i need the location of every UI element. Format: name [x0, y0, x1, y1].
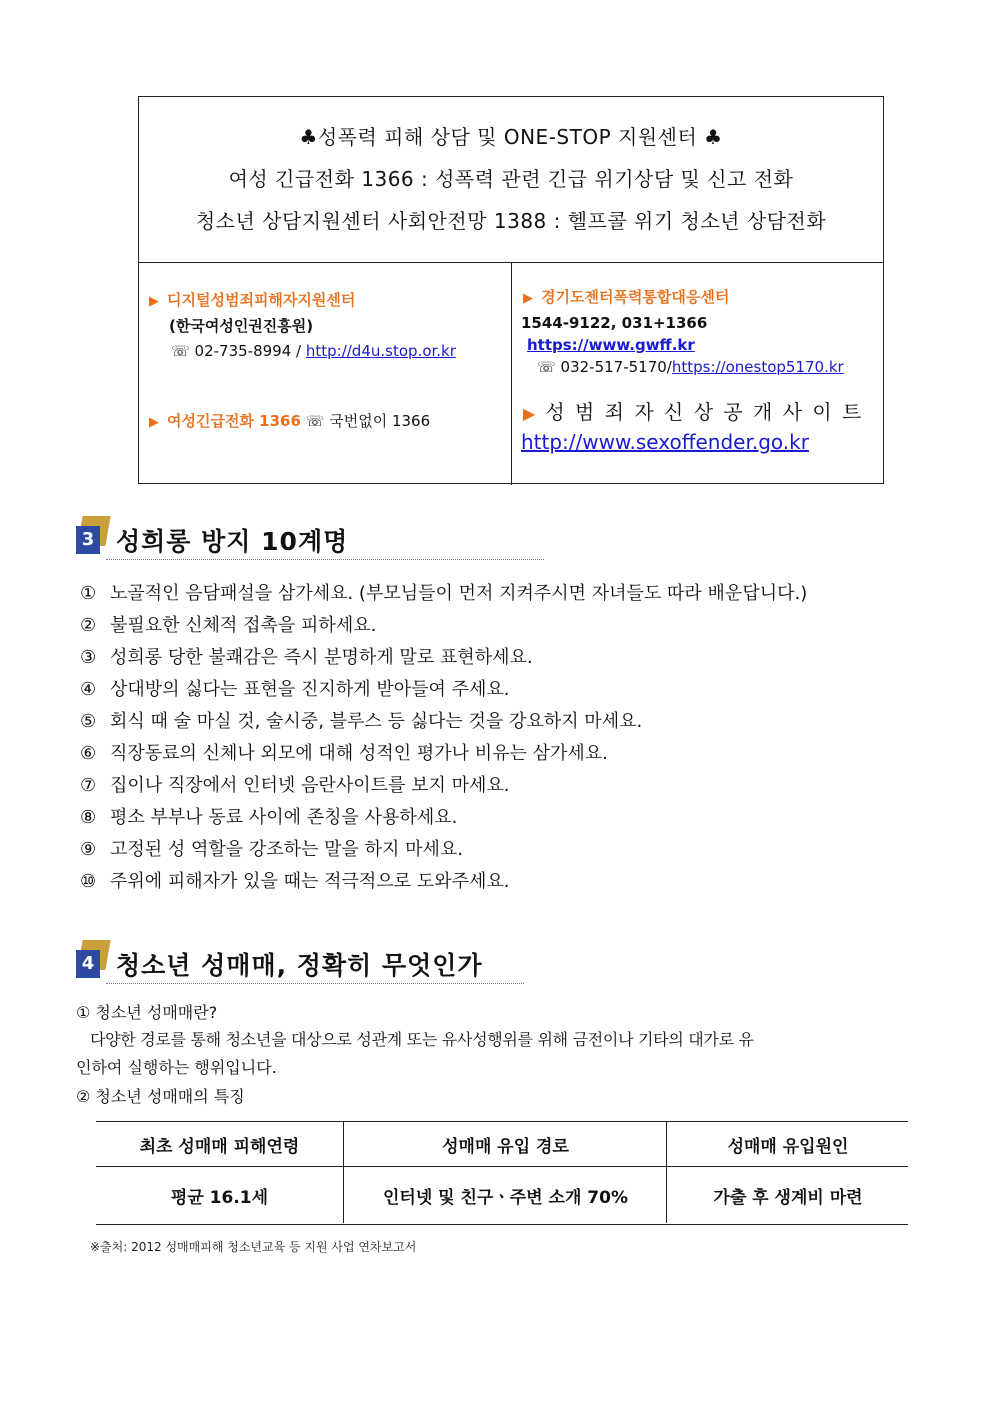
- hotline-1366: 여성 긴급전화 1366 : 성폭력 관련 긴급 위기상담 및 신고 전화: [228, 167, 794, 191]
- contact-box-title: ♣성폭력 피해 상담 및 ONE-STOP 지원센터 ♣: [299, 125, 723, 149]
- women-hotline-name: 여성긴급전화 1366: [167, 412, 301, 430]
- triangle-bullet-icon: ▶: [523, 404, 538, 423]
- table-header-row: [96, 1122, 908, 1167]
- section4-underline: [106, 983, 524, 984]
- source-note: ※출처: 2012 성매매피해 청소년교육 등 지원 사업 연차보고서: [90, 1240, 417, 1254]
- column-divider: [511, 263, 512, 485]
- gyeonggi-center-phone: 1544-9122, 031+1366: [521, 314, 708, 332]
- statistics-table: [96, 1121, 908, 1225]
- triangle-bullet-icon: ▶: [149, 294, 159, 309]
- list-item: ③ 성희롱 당한 불쾌감은 즉시 분명하게 말로 표현하세요.: [80, 647, 533, 668]
- list-item: ⑨ 고정된 성 역할을 강조하는 말을 하지 마세요.: [80, 839, 464, 860]
- sex-offender-site-link[interactable]: http://www.sexoffender.go.kr: [521, 430, 809, 454]
- list-item: ② 불필요한 신체적 접촉을 피하세요.: [80, 615, 377, 636]
- list-item: ⑥ 직장동료의 신체나 외모에 대해 성적인 평가나 비유는 삼가세요.: [80, 743, 608, 764]
- list-item: ① 노골적인 음담패설을 삼가세요. (부모님들이 먼저 지켜주시면 자녀들도 따라 배운답니다.): [80, 583, 808, 604]
- gyeonggi-center: [523, 286, 729, 310]
- gyeonggi-center-contact: [521, 312, 883, 356]
- onestop-contact: [537, 356, 844, 378]
- gyeonggi-center-name: 경기도젠터폭력통합대응센터: [541, 288, 730, 306]
- list-item: ⑤ 회식 때 술 마실 것, 술시중, 블루스 등 싫다는 것을 강요하지 마세요.: [80, 711, 643, 732]
- table-header-cell: 최초 성매매 피해연령: [139, 1136, 300, 1157]
- section3-title: 성희롱 방지 10계명: [116, 527, 349, 556]
- digital-crime-center-link[interactable]: http://d4u.stop.or.kr: [305, 342, 456, 360]
- list-item: ⑧ 평소 부부나 동료 사이에 존칭을 사용하세요.: [80, 807, 458, 828]
- digital-crime-center-name: 디지털성범죄피해자지원센터: [167, 291, 356, 309]
- question-2: ② 청소년 성매매의 특징: [76, 1087, 245, 1106]
- question-1: ① 청소년 성매매란?: [76, 1003, 218, 1022]
- table-header-cell: 성매매 유입원인: [666, 1122, 909, 1166]
- onestop-phone: ☏ 032-517-5170/: [537, 358, 672, 376]
- contact-box-header: [139, 97, 883, 263]
- digital-crime-center-phone: ☏ 02-735-8994 /: [171, 342, 302, 360]
- digital-crime-center: [149, 289, 355, 313]
- digital-crime-center-org: (한국여성인권진흥원): [169, 317, 314, 335]
- hotline-1388: 청소년 상담지원센터 사회안전망 1388 : 헬프콜 위기 청소년 상담전화: [195, 209, 827, 233]
- sex-offender-site-name: 성 범 죄 자 신 상 공 개 사 이 트: [545, 400, 864, 424]
- answer-1-line1: 다양한 경로를 통해 청소년을 대상으로 성관계 또는 유사성행위를 위해 금전이나 기타의 대가로 유: [90, 1030, 754, 1049]
- section3-header: [76, 516, 546, 558]
- section3-number: 3: [76, 526, 100, 554]
- table-cell: 인터넷 및 친구ㆍ주변 소개 70%: [343, 1167, 667, 1223]
- answer-1-line2: 인하여 실행하는 행위입니다.: [76, 1058, 277, 1077]
- digital-crime-center-contact: [171, 340, 456, 362]
- triangle-bullet-icon: ▶: [523, 291, 533, 306]
- list-item: ⑩ 주위에 피해자가 있을 때는 적극적으로 도와주세요.: [80, 871, 510, 892]
- section4-header: [76, 940, 526, 982]
- list-item: ④ 상대방의 싫다는 표현을 진지하게 받아들여 주세요.: [80, 679, 510, 700]
- section3-underline: [106, 559, 544, 560]
- contact-box: [138, 96, 884, 484]
- table-header-cell: 성매매 유입 경로: [343, 1122, 667, 1166]
- onestop-link[interactable]: https://onestop5170.kr: [671, 358, 844, 376]
- table-row: [96, 1167, 908, 1223]
- women-hotline-phone: ☏ 국번없이 1366: [305, 412, 431, 430]
- section4-number: 4: [76, 950, 100, 978]
- sex-offender-site: [523, 401, 863, 425]
- gyeonggi-center-link[interactable]: https://www.gwff.kr: [527, 336, 695, 354]
- women-hotline: [149, 410, 430, 434]
- table-cell: 평균 16.1세: [170, 1187, 269, 1208]
- list-item: ⑦ 집이나 직장에서 인터넷 음란사이트를 보지 마세요.: [80, 775, 510, 796]
- table-cell: 가출 후 생계비 마련: [666, 1167, 909, 1223]
- section4-title: 청소년 성매매, 정확히 무엇인가: [116, 951, 483, 980]
- triangle-bullet-icon: ▶: [149, 415, 159, 430]
